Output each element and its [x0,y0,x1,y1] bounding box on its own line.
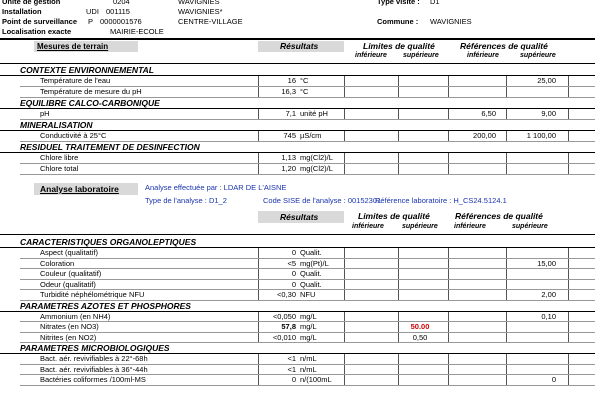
labo-row-line [20,385,595,386]
header-divider [0,38,595,40]
ref-sup: 0 [551,375,556,384]
param-value: <1 [287,364,296,374]
labo-analysis-type: Type de l'analyse : D1_2 [145,196,227,205]
terrain-row-line [20,174,595,175]
commune-value: WAVIGNIES [430,17,472,26]
param-value: 57,8 [281,322,296,331]
terrain-section-title: EQUILIBRE CALCO-CARBONIQUE [20,98,160,108]
install-label: Installation [2,7,42,16]
labo-col-results: Résultats [258,211,344,223]
param-value: <0,30 [277,290,296,299]
labo-col-ref-inf: inférieure [454,223,486,230]
terrain-header-line [0,63,595,64]
labo-section-title: PARAMETRES MICROBIOLOGIQUES [20,343,170,353]
install-name: WAVIGNIES* [178,7,223,16]
unit-label: Unité de gestion [2,0,61,6]
param-value: 16 [287,76,296,85]
param-value: 0 [291,248,296,257]
ref-sup: 0,10 [541,311,556,321]
labo-performed-by: Analyse effectuée par : LDAR DE L'AISNE [145,183,287,192]
param-value: <0,010 [272,332,296,342]
visit-label: Type visite : [377,0,420,6]
param-unit: n/(100mL [300,375,332,384]
param-unit: mg(Pt)/L [300,258,329,268]
param-unit: °C [300,76,309,85]
ref-sup: 9,00 [541,109,556,118]
commune-label: Commune : [377,17,419,26]
ref-sup: 15,00 [537,258,556,268]
ref-sup: 2,00 [541,290,556,299]
terrain-col-refs: Références de qualité [460,41,548,51]
param-unit: mg/L [300,311,317,321]
terrain-section-title: RESIDUEL TRAITEMENT DE DESINFECTION [20,142,200,152]
labo-col-limits: Limites de qualité [358,211,430,221]
param-value: 0 [291,279,296,289]
terrain-title: Mesures de terrain [34,41,138,52]
unit-name: WAVIGNIES [178,0,220,6]
ref-inf: 6,50 [481,109,496,118]
labo-col-ref-sup: supérieure [512,223,548,230]
param-unit: mg(Cl2)/L [300,164,333,173]
labo-col-lim-inf: inférieure [352,223,384,230]
labo-col-lim-sup: supérieure [402,223,438,230]
terrain-col-lim-inf: inférieure [355,52,387,59]
point-label: Point de surveillance [2,17,78,26]
param-label: Nitrates (en NO3) [40,322,99,331]
labo-sise-code: Code SISE de l'analyse : 00152301 [263,196,382,205]
param-value: <5 [287,258,296,268]
install-code: 001115 [106,7,130,16]
param-unit: mg/L [300,332,317,342]
param-unit: n/mL [300,364,317,374]
terrain-col-limits: Limites de qualité [363,41,435,51]
point-type: P [88,17,94,26]
param-value: 16,3 [281,87,296,96]
loc-label: Localisation exacte [2,27,72,36]
param-value: <1 [287,354,296,363]
ref-sup: 1 100,00 [526,131,556,140]
param-label: Température de mesure du pH [40,87,142,96]
param-unit: NFU [300,290,316,299]
terrain-row-line [20,119,595,120]
labo-title: Analyse laboratoire [34,183,138,195]
param-value: 1,13 [281,153,296,162]
param-label: Bact. aér. revivifiables à 36°-44h [40,364,148,374]
terrain-section-title: CONTEXTE ENVIRONNEMENTAL [20,65,154,75]
ref-sup: 25,00 [537,76,556,85]
param-unit: Qualit. [300,248,322,257]
param-unit: n/mL [300,354,317,363]
param-label: Nitrites (en NO2) [40,332,97,342]
param-value: 1,20 [281,164,296,173]
terrain-col-ref-sup: supérieure [520,52,556,59]
terrain-col-ref-inf: inférieure [467,52,499,59]
param-unit: °C [300,87,309,96]
param-value: <0,050 [272,311,296,321]
install-type: UDI [86,7,99,16]
param-label: Ammonium (en NH4) [40,311,111,321]
limit-sup: 0,50 [412,332,428,342]
visit-value: D1 [430,0,440,6]
param-label: pH [40,109,50,118]
param-unit: mg/L [300,322,317,331]
param-label: Odeur (qualitatif) [40,279,96,289]
param-unit: unité pH [300,109,328,118]
param-value: 745 [283,131,296,140]
param-unit: mg(Cl2)/L [300,153,333,162]
labo-col-refs: Références de qualité [455,211,543,221]
param-label: Chlore libre [40,153,79,162]
param-unit: Qualit. [300,269,322,278]
point-code: 0000001576 [100,17,142,26]
labo-lab-ref: Référence laboratoire : H_CS24.5124.1 [375,196,507,205]
param-label: Bact. aér. revivifiables à 22°-68h [40,354,148,363]
param-label: Bactéries coliformes /100ml-MS [40,375,146,384]
param-unit: Qualit. [300,279,322,289]
unit-code: 0204 [113,0,130,6]
loc-value: MAIRIE-ECOLE [110,27,164,36]
limit-sup: 50.00 [410,322,430,331]
terrain-col-lim-sup: supérieure [403,52,439,59]
labo-section-title: CARACTERISTIQUES ORGANOLEPTIQUES [20,237,197,247]
ref-inf: 200,00 [473,131,496,140]
param-value: 0 [291,269,296,278]
param-label: Turbidité néphélométrique NFU [40,290,145,299]
terrain-col-results: Résultats [258,41,344,52]
labo-header-line [0,234,595,235]
terrain-section-title: MINERALISATION [20,120,93,130]
param-label: Coloration [40,258,75,268]
param-label: Température de l'eau [40,76,111,85]
point-name: CENTRE-VILLAGE [178,17,243,26]
param-value: 0 [291,375,296,384]
labo-section-title: PARAMETRES AZOTES ET PHOSPHORES [20,300,191,311]
param-unit: µS/cm [300,131,322,140]
param-label: Aspect (qualitatif) [40,248,98,257]
param-label: Conductivité à 25°C [40,131,107,140]
param-label: Chlore total [40,164,79,173]
param-value: 7,1 [285,109,296,118]
param-label: Couleur (qualitatif) [40,269,102,278]
